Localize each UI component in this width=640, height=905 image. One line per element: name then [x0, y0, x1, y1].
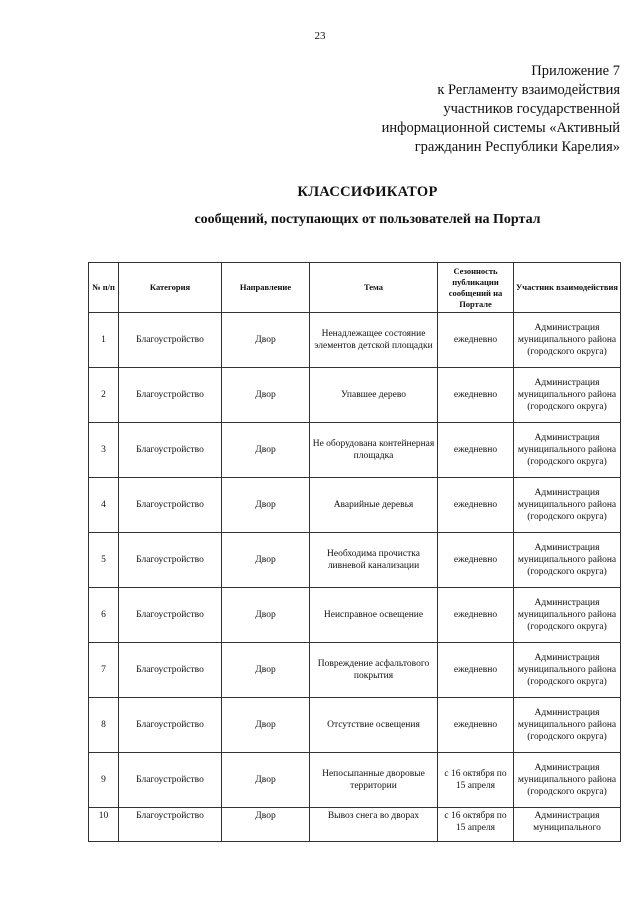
cell-num: 5 — [89, 533, 119, 588]
cell-num: 9 — [89, 753, 119, 808]
header-topic: Тема — [310, 263, 438, 313]
cell-direction: Двор — [222, 368, 310, 423]
cell-topic: Необходима прочистка ливневой канализации — [310, 533, 438, 588]
header-direction: Направление — [222, 263, 310, 313]
cell-num: 4 — [89, 478, 119, 533]
cell-participant: Администрация муниципального района (городского округа) — [514, 753, 621, 808]
page-number: 23 — [314, 30, 326, 42]
appendix-line: гражданин Республики Карелия» — [414, 139, 620, 155]
cell-participant: Администрация муниципального района (городского округа) — [514, 368, 621, 423]
cell-seasonality: ежедневно — [438, 423, 514, 478]
table-row — [89, 808, 621, 842]
cell-category: Благоустройство — [119, 313, 222, 368]
cell-participant: Администрация муниципального района (городского округа) — [514, 643, 621, 698]
header-participant: Участник взаимодействия — [514, 263, 621, 313]
classifier-table — [88, 262, 621, 842]
cell-topic: Не оборудована контейнерная площадка — [310, 423, 438, 478]
cell-category: Благоустройство — [119, 588, 222, 643]
table-row — [89, 313, 621, 368]
table-row — [89, 588, 621, 643]
cell-participant: Администрация муниципального района (городского округа) — [514, 313, 621, 368]
table-row — [89, 753, 621, 808]
table-row — [89, 643, 621, 698]
document-title: КЛАССИФИКАТОР — [297, 184, 438, 200]
cell-topic: Вывоз снега во дворах — [310, 808, 438, 842]
table-row — [89, 533, 621, 588]
table-row — [89, 423, 621, 478]
cell-direction: Двор — [222, 533, 310, 588]
cell-seasonality: ежедневно — [438, 478, 514, 533]
header-category: Категория — [119, 263, 222, 313]
cell-seasonality: ежедневно — [438, 643, 514, 698]
cell-num: 8 — [89, 698, 119, 753]
table-row — [89, 478, 621, 533]
cell-category: Благоустройство — [119, 368, 222, 423]
cell-direction: Двор — [222, 643, 310, 698]
cell-topic: Аварийные деревья — [310, 478, 438, 533]
appendix-line: участников государственной — [443, 101, 620, 117]
cell-seasonality: ежедневно — [438, 588, 514, 643]
cell-participant: Администрация муниципального — [514, 808, 621, 842]
document-subtitle: сообщений, поступающих от пользователей на Портал — [194, 212, 541, 227]
cell-category: Благоустройство — [119, 753, 222, 808]
cell-topic: Повреждение асфальтового покрытия — [310, 643, 438, 698]
table-row — [89, 368, 621, 423]
cell-direction: Двор — [222, 423, 310, 478]
cell-category: Благоустройство — [119, 478, 222, 533]
cell-topic: Ненадлежащее состояние элементов детской площадки — [310, 313, 438, 368]
appendix-line: Приложение 7 — [531, 63, 620, 79]
cell-category: Благоустройство — [119, 423, 222, 478]
cell-direction: Двор — [222, 588, 310, 643]
cell-num: 10 — [89, 808, 119, 842]
cell-category: Благоустройство — [119, 643, 222, 698]
cell-category: Благоустройство — [119, 808, 222, 842]
cell-participant: Администрация муниципального района (городского округа) — [514, 478, 621, 533]
cell-num: 2 — [89, 368, 119, 423]
cell-num: 7 — [89, 643, 119, 698]
cell-topic: Отсутствие освещения — [310, 698, 438, 753]
cell-direction: Двор — [222, 313, 310, 368]
cell-num: 6 — [89, 588, 119, 643]
cell-direction: Двор — [222, 753, 310, 808]
cell-seasonality: с 16 октября по 15 апреля — [438, 808, 514, 842]
cell-participant: Администрация муниципального района (городского округа) — [514, 698, 621, 753]
cell-topic: Упавшее дерево — [310, 368, 438, 423]
cell-seasonality: ежедневно — [438, 368, 514, 423]
appendix-line: к Регламенту взаимодействия — [437, 82, 620, 98]
cell-direction: Двор — [222, 808, 310, 842]
cell-topic: Непосыпанные дворовые территории — [310, 753, 438, 808]
header-seasonality: Сезонность публикации сообщений на Портале — [438, 263, 514, 313]
appendix-note — [290, 62, 620, 157]
table-header-row — [89, 263, 621, 313]
table-row — [89, 698, 621, 753]
cell-topic: Неисправное освещение — [310, 588, 438, 643]
cell-seasonality: ежедневно — [438, 698, 514, 753]
cell-num: 3 — [89, 423, 119, 478]
cell-participant: Администрация муниципального района (городского округа) — [514, 423, 621, 478]
appendix-line: информационной системы «Активный — [381, 120, 620, 136]
header-num: № п/п — [89, 263, 119, 313]
cell-seasonality: ежедневно — [438, 533, 514, 588]
cell-num: 1 — [89, 313, 119, 368]
cell-participant: Администрация муниципального района (городского округа) — [514, 533, 621, 588]
cell-direction: Двор — [222, 698, 310, 753]
cell-direction: Двор — [222, 478, 310, 533]
cell-category: Благоустройство — [119, 533, 222, 588]
cell-category: Благоустройство — [119, 698, 222, 753]
cell-seasonality: ежедневно — [438, 313, 514, 368]
cell-seasonality: с 16 октября по 15 апреля — [438, 753, 514, 808]
cell-participant: Администрация муниципального района (городского округа) — [514, 588, 621, 643]
